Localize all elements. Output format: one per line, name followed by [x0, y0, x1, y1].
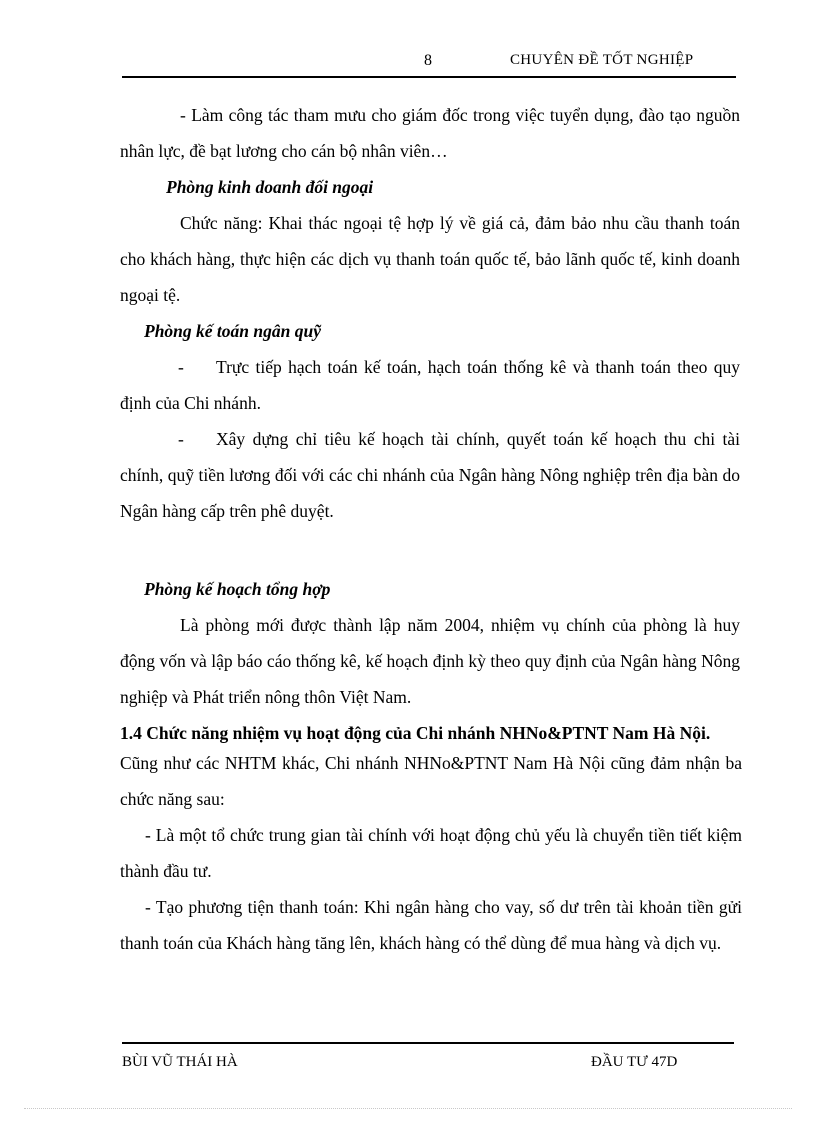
footer-author: BÙI VŨ THÁI HÀ	[122, 1054, 238, 1070]
paragraph-accounting-2-text: Xây dựng chỉ tiêu kế hoạch tài chính, quyết toán kế hoạch thu chi tài chính, quỹ tiền lương đối với các chi nhánh của Ngân hàng Nông nghiệp trên địa bàn do Ngân hàng cấp trên phê duyệt.	[120, 429, 740, 521]
page-edge-dots	[24, 1108, 792, 1109]
paragraph-accounting-1	[120, 349, 740, 421]
footer-class: ĐẦU TƯ 47D	[591, 1054, 678, 1070]
paragraph-planning: Là phòng mới được thành lập năm 2004, nhiệm vụ chính của phòng là huy động vốn và lập báo cáo thống kê, kế hoạch định kỳ theo quy định của Ngân hàng Nông nghiệp và Phát triển nông thôn Việt Nam.	[120, 615, 740, 707]
bullet-dash: -	[178, 429, 184, 449]
section-heading-1-4: 1.4 Chức năng nhiệm vụ hoạt động của Chi nhánh NHNo&PTNT Nam Hà Nội.	[120, 723, 711, 743]
paragraph-function-1: - Là một tổ chức trung gian tài chính với hoạt động chủ yếu là chuyển tiền tiết kiệm thành đầu tư.	[120, 825, 742, 881]
page-number: 8	[424, 52, 432, 69]
bullet-dash: -	[178, 357, 184, 377]
footer-rule	[122, 1042, 734, 1044]
body-block-1	[120, 97, 740, 529]
body-block-3	[120, 722, 742, 961]
header-title: CHUYÊN ĐỀ TỐT NGHIỆP	[510, 52, 694, 68]
body-block-2	[120, 571, 740, 715]
paragraph-accounting-2	[120, 421, 740, 529]
heading-planning: Phòng kế hoạch tổng hợp	[144, 579, 331, 599]
paragraph-function-2: - Tạo phương tiện thanh toán: Khi ngân hàng cho vay, số dư trên tài khoản tiền gửi thanh toán của Khách hàng tăng lên, khách hàng có thể dùng để mua hàng và dịch vụ.	[120, 897, 742, 953]
paragraph-functions-intro: Cũng như các NHTM khác, Chi nhánh NHNo&PTNT Nam Hà Nội cũng đảm nhận ba chức năng sau:	[120, 753, 742, 809]
header-rule	[122, 76, 736, 78]
heading-accounting-treasury: Phòng kế toán ngân quỹ	[144, 321, 321, 341]
paragraph-foreign-business: Chức năng: Khai thác ngoại tệ hợp lý về giá cả, đảm bảo nhu cầu thanh toán cho khách hàng, thực hiện các dịch vụ thanh toán quốc tế, bảo lãnh quốc tế, kinh doanh ngoại tệ.	[120, 213, 740, 305]
heading-foreign-business: Phòng kinh doanh đối ngoại	[166, 177, 374, 197]
paragraph-staffing: - Làm công tác tham mưu cho giám đốc trong việc tuyển dụng, đào tạo nguồn nhân lực, đề bạt lương cho cán bộ nhân viên…	[120, 105, 740, 161]
paragraph-accounting-1-text: Trực tiếp hạch toán kế toán, hạch toán thống kê và thanh toán theo quy định của Chi nhánh.	[120, 357, 740, 413]
